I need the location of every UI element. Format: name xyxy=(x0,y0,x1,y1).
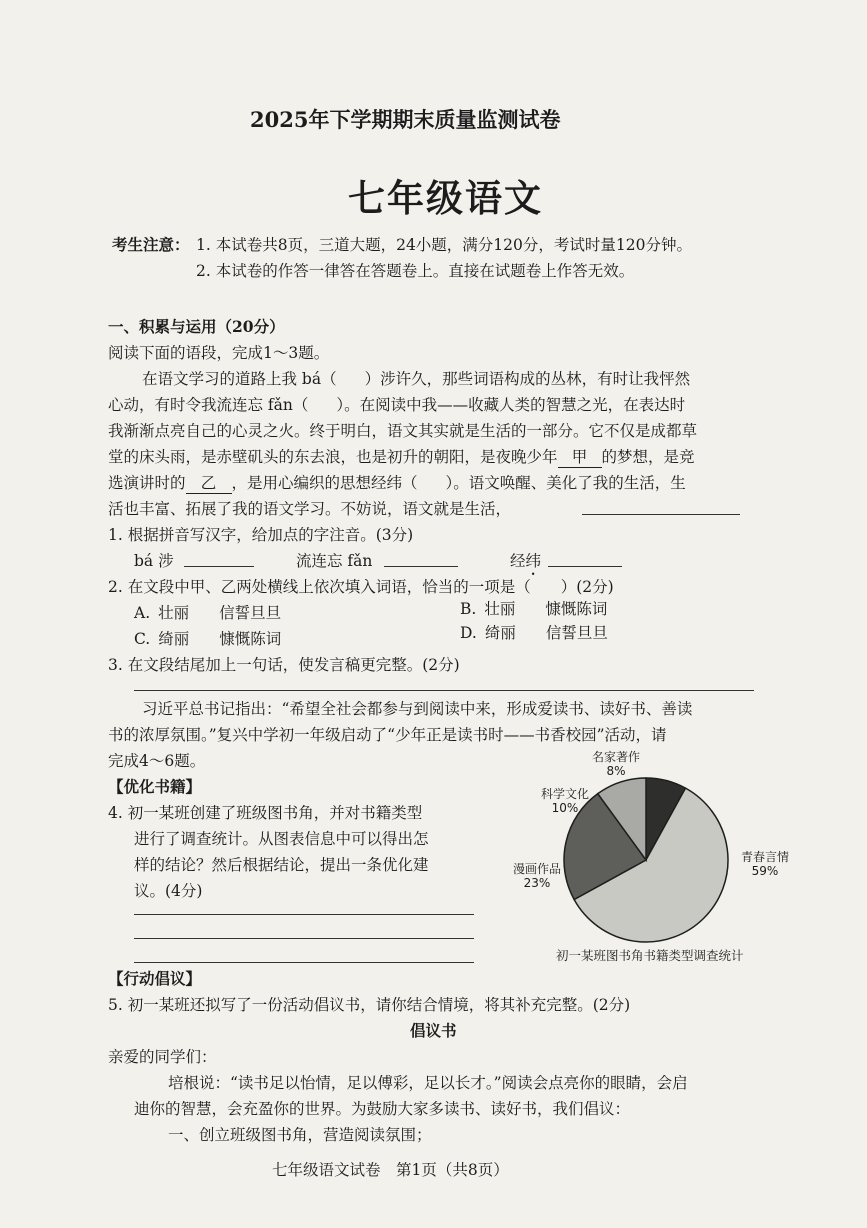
option-word-1: 壮丽 xyxy=(158,604,190,622)
proposal-body-2: 迪你的智慧，会充盈你的世界。为鼓励大家多读书、读好书，我们倡议： xyxy=(134,1100,631,1118)
q2-option-c xyxy=(134,627,281,649)
legend-comics xyxy=(506,862,568,890)
q4-answer-line-1 xyxy=(134,914,474,915)
q4-answer-line-2 xyxy=(134,938,474,939)
q2-option-b xyxy=(460,597,607,619)
section-2-para-2: 书的浓厚氛围。”复兴中学初一年级启动了“少年正是读书时——书香校园”活动，请 xyxy=(108,726,667,744)
slice-value: 8% xyxy=(606,764,626,778)
proposal-body-3: 一、创立班级图书角，营造阅读氛围； xyxy=(168,1126,432,1144)
option-word-2: 信誓旦旦 xyxy=(545,624,608,642)
question-4-line-4: 议。(4分) xyxy=(134,882,203,900)
blank-yi: 乙 xyxy=(186,471,232,494)
option-key: B. xyxy=(460,600,477,618)
section-1-intro: 阅读下面的语段，完成1～3题。 xyxy=(108,344,330,362)
proposal-body-1: 培根说：“读书足以怡情，足以傅彩，足以长才。”阅读会点亮你的眼睛，会启 xyxy=(168,1074,688,1092)
notice-label: 考生注意： xyxy=(112,235,190,254)
passage-text: 活也丰富、拓展了我的语文学习。不妨说，语文就是生活， xyxy=(108,500,512,518)
passage-text: ，是用心编织的思想经纬（ xyxy=(231,474,418,492)
q1-dotted-char: 纬 xyxy=(525,552,542,570)
option-word-2: 信誓旦旦 xyxy=(219,604,282,622)
slice-value: 59% xyxy=(751,864,779,878)
passage-text: 堂的床头雨，是赤壁矶头的东去浪，也是初升的朝阳，是夜晚少年 xyxy=(108,448,558,466)
q1-blank-b xyxy=(384,566,458,567)
slice-label: 青春言情 xyxy=(740,850,789,864)
legend-science xyxy=(534,787,596,815)
passage-line-4 xyxy=(108,445,695,468)
q2-option-a xyxy=(134,601,281,623)
legend-youth-romance xyxy=(734,850,796,878)
passage-text: ）。语文唤醒、美化了我的生活，生 xyxy=(445,474,686,492)
chart-title: 初一某班图书角书籍类型调查统计 xyxy=(556,948,744,963)
q2-text: 2. 在文段中甲、乙两处横线上依次填入词语，恰当的一项是（ xyxy=(108,578,531,596)
passage-line-1 xyxy=(142,367,690,389)
q4-answer-line-3 xyxy=(134,962,474,963)
passage-text: 的梦想，是竞 xyxy=(601,448,695,466)
section-2-para-3: 完成4～6题。 xyxy=(108,752,206,770)
legend-famous-works xyxy=(586,750,646,778)
slice-value: 10% xyxy=(551,801,579,815)
question-5: 5. 初一某班还拟写了一份活动倡议书，请你结合情境，将其补充完整。(2分) xyxy=(108,996,631,1014)
option-word-1: 壮丽 xyxy=(484,600,516,618)
passage-line-6 xyxy=(108,497,511,519)
q1-char: 经 xyxy=(510,552,526,570)
passage-text: ）。在阅读中我——收藏人类的智慧之光，在表达时 xyxy=(336,396,686,414)
slice-label: 科学文化 xyxy=(540,787,589,801)
q3-answer-line xyxy=(134,690,754,691)
question-2 xyxy=(108,575,614,597)
subheading-optimize-books: 【优化书籍】 xyxy=(108,777,202,796)
passage-text: 在语文学习的道路上我 bá（ xyxy=(142,370,337,388)
q1-item-b: 流连忘 fǎn xyxy=(296,552,373,570)
question-4-line-3: 样的结论？然后根据结论，提出一条优化建 xyxy=(134,856,429,874)
option-key: C. xyxy=(134,630,151,648)
passage-text: 心动，有时令我流连忘 fǎn（ xyxy=(108,396,309,414)
option-key: D. xyxy=(460,624,477,642)
slice-label: 名家著作 xyxy=(591,750,640,764)
slice-value: 23% xyxy=(523,876,551,890)
option-word-2: 慷慨陈词 xyxy=(545,600,608,618)
passage-line-3: 我渐渐点亮自己的心灵之火。终于明白，语文其实就是生活的一部分。它不仅是成都草 xyxy=(108,422,698,440)
question-3: 3. 在文段结尾加上一句话，使发言稿更完整。(2分) xyxy=(108,656,460,674)
passage-text: ）涉许久，那些词语构成的丛林，有时让我怦然 xyxy=(364,370,691,388)
option-word-1: 绮丽 xyxy=(158,630,190,648)
proposal-greeting: 亲爱的同学们： xyxy=(108,1048,217,1066)
slice-label: 漫画作品 xyxy=(512,862,561,876)
notice-item-2: 2. 本试卷的作答一律答在答题卷上。直接在试题卷上作答无效。 xyxy=(196,262,635,280)
q1-item-a: bá 涉 xyxy=(134,552,174,570)
q2-score: ）(2分) xyxy=(560,578,614,596)
q2-option-d xyxy=(460,621,608,643)
exam-title: 2025年下学期期末质量监测试卷 xyxy=(250,107,561,132)
question-1: 1. 根据拼音写汉字，给加点的字注音。(3分) xyxy=(108,526,414,544)
passage-line-5 xyxy=(108,471,686,494)
q1-blank-c xyxy=(548,566,622,567)
question-4-line-1: 4. 初一某班创建了班级图书角，并对书籍类型 xyxy=(108,804,423,822)
passage-text: 选演讲时的 xyxy=(108,474,186,492)
blank-jia: 甲 xyxy=(558,445,602,468)
option-word-1: 绮丽 xyxy=(484,624,516,642)
option-word-2: 慷慨陈词 xyxy=(219,630,282,648)
proposal-title: 倡议书 xyxy=(410,1021,457,1040)
question-4-line-2: 进行了调查统计。从图表信息中可以得出怎 xyxy=(134,830,429,848)
subject-title: 七年级语文 xyxy=(348,176,543,220)
section-1-heading: 一、积累与运用（20分） xyxy=(108,317,285,336)
notice-item-1: 1. 本试卷共8页，三道大题，24小题，满分120分，考试时量120分钟。 xyxy=(196,236,692,254)
option-key: A. xyxy=(134,604,151,622)
subheading-action-proposal: 【行动倡议】 xyxy=(108,969,202,988)
passage-line-2 xyxy=(108,393,685,415)
answer-line xyxy=(582,514,740,515)
q1-blank-a xyxy=(184,566,254,567)
section-2-para-1: 习近平总书记指出：“希望全社会都参与到阅读中来，形成爱读书、读好书、善读 xyxy=(142,700,693,718)
page-footer: 七年级语文试卷 第1页（共8页） xyxy=(272,1161,509,1179)
